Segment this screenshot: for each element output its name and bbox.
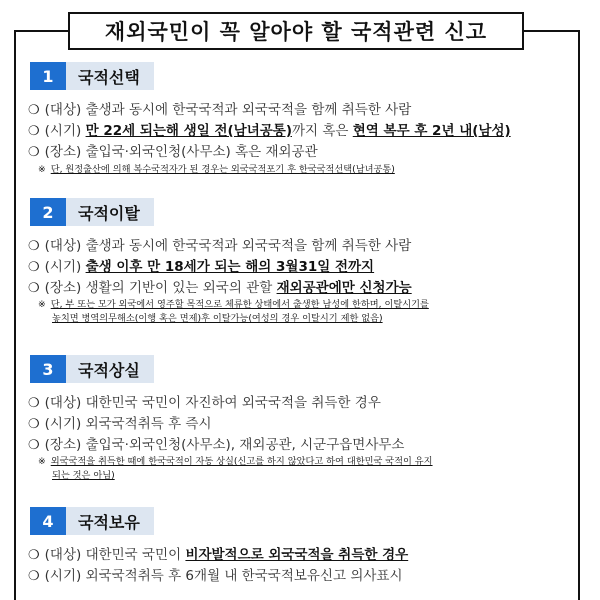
bullet-line bbox=[28, 566, 403, 587]
bullet-circle-icon: ❍ bbox=[28, 417, 40, 432]
section-number: 2 bbox=[30, 198, 66, 226]
emphasis-text: 만 22세 되는해 생일 전(남녀공통) bbox=[85, 123, 292, 139]
note-mark-icon: ※ bbox=[38, 164, 46, 175]
line-text: (시기) 외국국적취득 후 즉시 bbox=[44, 416, 212, 432]
section-title: 국적보유 bbox=[66, 507, 154, 535]
bullet-line bbox=[28, 100, 411, 121]
section-number: 4 bbox=[30, 507, 66, 535]
note-line bbox=[38, 298, 429, 312]
note-text: 외국국적을 취득한 때에 한국국적이 자동 상실(신고를 하지 않았다고 하여 대한민국 국적이 유지 bbox=[50, 456, 433, 467]
bullet-line bbox=[28, 257, 374, 278]
section-header-1 bbox=[30, 62, 154, 90]
section-header-2 bbox=[30, 198, 154, 226]
bullet-line bbox=[28, 414, 212, 435]
bullet-line bbox=[28, 121, 511, 142]
note-text: 되는 것은 아님) bbox=[52, 470, 115, 481]
line-text: (장소) 생활의 기반이 있는 외국의 관할 bbox=[44, 280, 277, 296]
section-title: 국적선택 bbox=[66, 62, 154, 90]
note-text: 놓치면 병역의무해소(이행 혹은 면제)후 이탈가능(여성의 경우 이탈시기 제한 없음) bbox=[52, 313, 383, 324]
note-text: 단, 부 또는 모가 외국에서 영주할 목적으로 체류한 상태에서 출생한 남성에 한하며, 이탈시기를 bbox=[50, 299, 429, 310]
bullet-line bbox=[28, 142, 318, 163]
section-title: 국적상실 bbox=[66, 355, 154, 383]
bullet-line bbox=[28, 545, 408, 566]
bullet-circle-icon: ❍ bbox=[28, 103, 40, 118]
line-text: (시기) bbox=[44, 123, 86, 139]
line-text: (시기) bbox=[44, 259, 86, 275]
note-mark-icon: ※ bbox=[38, 456, 46, 467]
line-text: (장소) 출입국·외국인청(사무소) 혹은 재외공관 bbox=[44, 144, 318, 160]
emphasis-text: 현역 복무 후 2년 내(남성) bbox=[352, 123, 511, 139]
bullet-circle-icon: ❍ bbox=[28, 569, 40, 584]
emphasis-text: 비자발적으로 외국국적을 취득한 경우 bbox=[185, 547, 409, 563]
bullet-circle-icon: ❍ bbox=[28, 548, 40, 563]
note-line bbox=[38, 469, 433, 483]
section-title: 국적이탈 bbox=[66, 198, 154, 226]
line-text: (대상) 출생과 동시에 한국국적과 외국국적을 함께 취득한 사람 bbox=[44, 102, 412, 118]
bullet-line bbox=[28, 236, 411, 257]
note-line bbox=[38, 312, 429, 326]
bullet-line bbox=[28, 278, 412, 299]
bullet-circle-icon: ❍ bbox=[28, 396, 40, 411]
note-mark-icon: ※ bbox=[38, 299, 46, 310]
line-text: (장소) 출입국·외국인청(사무소), 재외공관, 시군구읍면사무소 bbox=[44, 437, 405, 453]
line-text: (대상) 대한민국 국민이 bbox=[44, 547, 186, 563]
bullet-line bbox=[28, 393, 381, 414]
bullet-circle-icon: ❍ bbox=[28, 260, 40, 275]
line-text: (대상) 출생과 동시에 한국국적과 외국국적을 함께 취득한 사람 bbox=[44, 238, 412, 254]
section-number: 3 bbox=[30, 355, 66, 383]
note-line bbox=[38, 163, 395, 177]
line-text: 까지 혹은 bbox=[292, 123, 353, 139]
note-text: 단, 원정출산에 의해 복수국적자가 된 경우는 외국국적포기 후 한국국적선택(남녀공통) bbox=[50, 164, 395, 175]
bullet-circle-icon: ❍ bbox=[28, 438, 40, 453]
section-note bbox=[38, 298, 429, 326]
section-note bbox=[38, 163, 395, 177]
bullet-circle-icon: ❍ bbox=[28, 124, 40, 139]
note-line bbox=[38, 455, 433, 469]
bullet-circle-icon: ❍ bbox=[28, 281, 40, 296]
emphasis-text: 재외공관에만 신청가능 bbox=[276, 280, 412, 296]
bullet-circle-icon: ❍ bbox=[28, 239, 40, 254]
section-header-4 bbox=[30, 507, 154, 535]
page-title: 재외국민이 꼭 알아야 할 국적관련 신고 bbox=[68, 12, 524, 50]
line-text: (시기) 외국국적취득 후 6개월 내 한국국적보유신고 의사표시 bbox=[44, 568, 403, 584]
line-text: (대상) 대한민국 국민이 자진하여 외국국적을 취득한 경우 bbox=[44, 395, 381, 411]
bullet-circle-icon: ❍ bbox=[28, 145, 40, 160]
bullet-line bbox=[28, 435, 404, 456]
section-number: 1 bbox=[30, 62, 66, 90]
section-header-3 bbox=[30, 355, 154, 383]
emphasis-text: 출생 이후 만 18세가 되는 해의 3월31일 전까지 bbox=[85, 259, 375, 275]
section-note bbox=[38, 455, 433, 483]
